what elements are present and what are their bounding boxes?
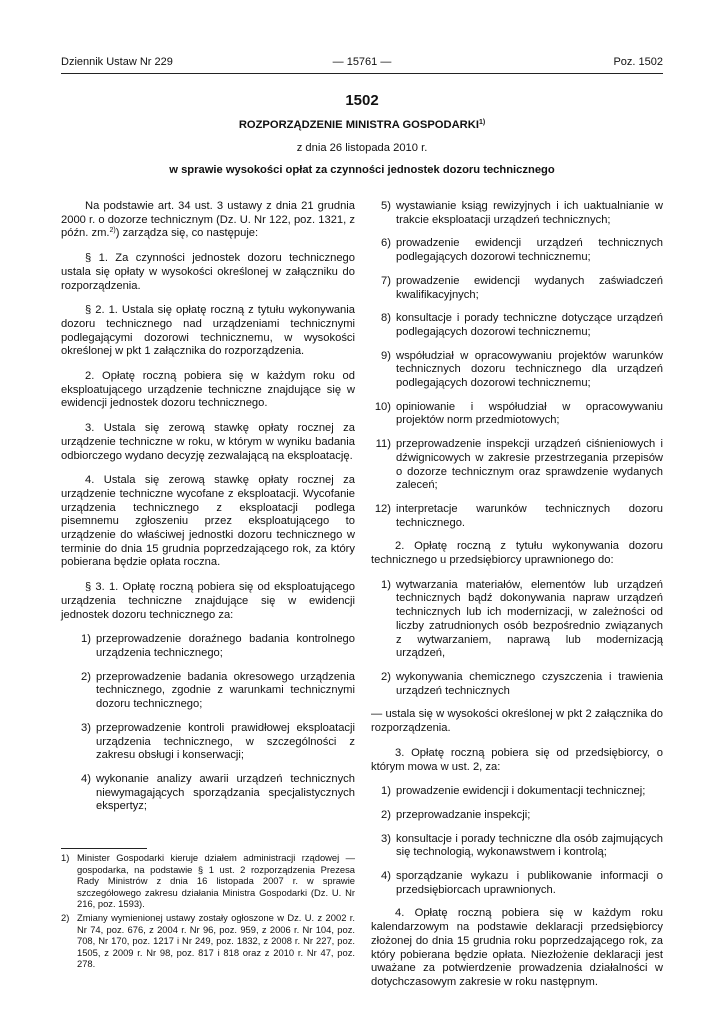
list-item (371, 438, 663, 493)
list-item-text: konsultacje i porady techniczne dla osób zajmujących się technologią, wykonawstwem i kontrolą; (396, 832, 663, 859)
list-item (61, 671, 355, 712)
list-item-number: 5) (381, 200, 391, 212)
header-rule (61, 73, 663, 74)
journal-name: Dziennik Ustaw Nr 229 (61, 56, 173, 68)
list-item-number: 2) (381, 808, 391, 821)
act-date: z dnia 26 listopada 2010 r. (296, 141, 428, 154)
list-item-text: przeprowadzenie badania okresowego urządzenia technicznego, zgodnie z warunkami technicznymi dozoru technicznego; (96, 670, 355, 711)
footnotes (61, 852, 355, 972)
list-item (61, 633, 355, 660)
list-item-text: współudział w opracowywaniu projektów warunków technicznych dozoru technicznego dla urządzeń podlegających dozorowi technicznemu; (396, 349, 663, 390)
list-item-number: 2) (81, 670, 91, 683)
list-item-number: 11) (375, 438, 391, 451)
section-3-1: § 3. 1. Opłatę roczną pobiera się od eksploatującego urządzenia techniczne znajdujące się w ewidencji jednostek dozoru technicznego za: (61, 581, 355, 621)
list-item (371, 785, 663, 799)
right-column (371, 200, 663, 1001)
list-item (61, 722, 355, 763)
footnote-ref-1: 1) (478, 119, 486, 126)
footnote (61, 852, 355, 910)
position-number: Poz. 1502 (613, 56, 663, 68)
footnote (61, 912, 355, 970)
dash-clause: — ustala się w wysokości określonej w pkt 2 załącznika do rozporządzenia. (371, 708, 663, 735)
preamble-text-a: Na podstawie art. 34 ust. 3 ustawy z dnia 21 grudnia 2000 r. o dozorze technicznym (Dz. U. Nr 122, poz. 1321, z późn. zm. (61, 200, 355, 240)
page-header (61, 56, 663, 71)
title-block (61, 92, 663, 178)
list-item-number: 1) (381, 785, 391, 798)
list-item-text: przeprowadzanie inspekcji; (396, 808, 531, 821)
list-item-text: przeprowadzenie inspekcji urządzeń ciśnieniowych i dźwignicowych w zakresie przestrzegania przepisów o dozorze technicznym oraz sprawdzenie wydanych zaleceń; (396, 438, 663, 492)
list-item-text: prowadzenie ewidencji urządzeń technicznych podlegających dozorowi technicznemu; (396, 237, 663, 264)
footnote-number: 1) (61, 852, 70, 863)
preamble (61, 200, 355, 241)
section-3-3: 3. Opłatę roczną pobiera się od przedsiębiorcy, o którym mowa w ust. 2, za: (371, 746, 663, 773)
list-item-number: 6) (381, 237, 391, 250)
list-item-text: prowadzenie ewidencji wydanych zaświadczeń kwalifikacyjnych; (396, 274, 663, 301)
list-item-number: 9) (381, 349, 391, 362)
list-item-text: interpretacje warunków technicznych dozoru technicznego. (396, 502, 663, 529)
list-item (371, 809, 663, 823)
section-2-4: 4. Ustala się zerową stawkę opłaty rocznej za urządzenie techniczne wycofane z eksploatacji. Wycofanie urządzenia technicznego z eksploatacji podlega pisemnemu zgłoszeniu przez eksploatującego to urządzenie do właściwej jednostki dozoru technicznego w terminie do dnia 15 grudnia poprzedzającego rok, za który pobierana będzie opłata roczna. (61, 474, 355, 569)
footnote-number: 2) (61, 911, 70, 923)
list-item (371, 275, 663, 302)
list-item (371, 503, 663, 530)
list-item-number: 1) (81, 633, 91, 646)
list-item-number: 3) (81, 721, 91, 734)
section-2-1: § 2. 1. Ustala się opłatę roczną z tytułu wykonywania dozoru technicznego nad urządzeniami technicznymi podlegającymi dozorowi technicznemu, w wysokości określonej w pkt 1 załącznika do rozporządzenia. (61, 304, 355, 358)
list-item-text: konsultacje i porady techniczne dotyczące urządzeń podlegających dozorowi technicznemu; (396, 312, 663, 338)
list-item (371, 312, 663, 339)
list-item-number: 4) (81, 772, 91, 785)
act-title-text: ROZPORZĄDZENIE MINISTRA GOSPODARKI (238, 119, 479, 131)
list-item (371, 350, 663, 391)
list-item-number: 7) (381, 274, 391, 287)
section-1: § 1. Za czynności jednostek dozoru technicznego ustala się opłaty w wysokości określonej w załączniku do rozporządzenia. (61, 252, 355, 292)
list-item-text: sporządzanie wykazu i publikowanie informacji o przedsiębiorcach uprawnionych. (396, 870, 663, 896)
list-item-text: wykonywania chemicznego czyszczenia i trawienia urządzeń technicznych (396, 670, 663, 697)
list-item-number: 12) (374, 502, 391, 515)
footnote-rule (61, 848, 147, 849)
list-item (371, 833, 663, 860)
list-item-text: przeprowadzenie kontroli prawidłowej eksploatacji urządzenia technicznego, w szczególności z zakresu obsługi i konserwacji; (96, 721, 355, 762)
list-item (61, 773, 355, 814)
list-item (371, 237, 663, 264)
footnote-text: Minister Gospodarki kieruje działem administracji rządowej — gospodarka, na podstawie § 1 ust. 2 rozporządzenia Prezesa Rady Ministrów z dnia 16 listopada 2007 r. w sprawie szczegółowego zakresu działania Ministra Gospodarki (Dz. U. Nr 216, poz. 1593). (77, 852, 355, 910)
list-item-text: wykonanie analizy awarii urządzeń technicznych niewymagających sporządzania specjalistycznych ekspertyz; (96, 772, 355, 813)
list-item-text: wystawianie ksiąg rewizyjnych i ich uaktualnianie w trakcie eksploatacji urządzeń technicznych; (396, 200, 663, 226)
footnote-ref-2: 2) (109, 227, 116, 235)
list-item-number: 4) (381, 870, 391, 883)
list-item-text: przeprowadzenie doraźnego badania kontrolnego urządzenia technicznego; (96, 633, 355, 659)
list-item-number: 8) (381, 312, 391, 325)
list-item (371, 200, 663, 227)
list-item (371, 870, 663, 897)
section-2-3: 3. Ustala się zerową stawkę opłaty rocznej za urządzenie techniczne w roku, w którym w wyniku badania odbiorczego wydano decyzję zezwalającą na eksploatację. (61, 422, 355, 462)
act-title (61, 119, 663, 133)
list-item (371, 401, 663, 428)
list-item-number: 2) (381, 670, 391, 683)
list-item (371, 579, 663, 661)
left-column (61, 200, 355, 824)
act-number: 1502 (345, 92, 379, 109)
section-2-2: 2. Opłatę roczną pobiera się w każdym roku od eksploatującego urządzenie techniczne znajdujące się w ewidencji jednostek dozoru technicznego. (61, 370, 355, 410)
preamble-text-b: ) zarządza się, co następuje: (115, 227, 259, 240)
list-item-text: opiniowanie i współudział w opracowywaniu projektów norm przedmiotowych; (396, 400, 663, 427)
list-item-number: 10) (374, 400, 391, 413)
list-item (371, 671, 663, 698)
list-item-number: 1) (381, 578, 391, 591)
section-3-4: 4. Opłatę roczną pobiera się w każdym roku kalendarzowym na podstawie deklaracji przedsiębiorcy złożonej do dnia 15 grudnia roku poprzedzającego rok, za który pobierana będzie opłata. Niezłożenie deklaracji jest uważane za potwierdzenie prowadzenia działalności w dotychczasowym zakresie w roku następnym. (371, 907, 663, 988)
footnote-text: Zmiany wymienionej ustawy zostały ogłoszone w Dz. U. z 2002 r. Nr 74, poz. 676, z 2004 r. Nr 96, poz. 959, z 2006 r. Nr 104, poz. 708, Nr 170, poz. 1217 i Nr 249, poz. 1832, z 2008 r. Nr 227, poz. 1505, z 2009 r. Nr 98, poz. 817 i 818 oraz z 2010 r. Nr 47, poz. 278. (77, 911, 355, 970)
list-item-text: wytwarzania materiałów, elementów lub urządzeń technicznych bądź dokonywania napraw urządzeń technicznych lub ich modernizacji, w zależności od liczby zatrudnionych osób bezpośrednio związanych z wytwarzaniem, naprawą lub modernizacją urządzeń, (396, 578, 663, 660)
page-number: — 15761 — (332, 56, 392, 68)
list-item-text: prowadzenie ewidencji i dokumentacji technicznej; (396, 785, 646, 798)
list-item-number: 3) (381, 832, 391, 845)
section-3-2: 2. Opłatę roczną z tytułu wykonywania dozoru technicznego u przedsiębiorcy uprawnionego do: (371, 540, 663, 567)
act-subject: w sprawie wysokości opłat za czynności jednostek dozoru technicznego (169, 164, 555, 177)
